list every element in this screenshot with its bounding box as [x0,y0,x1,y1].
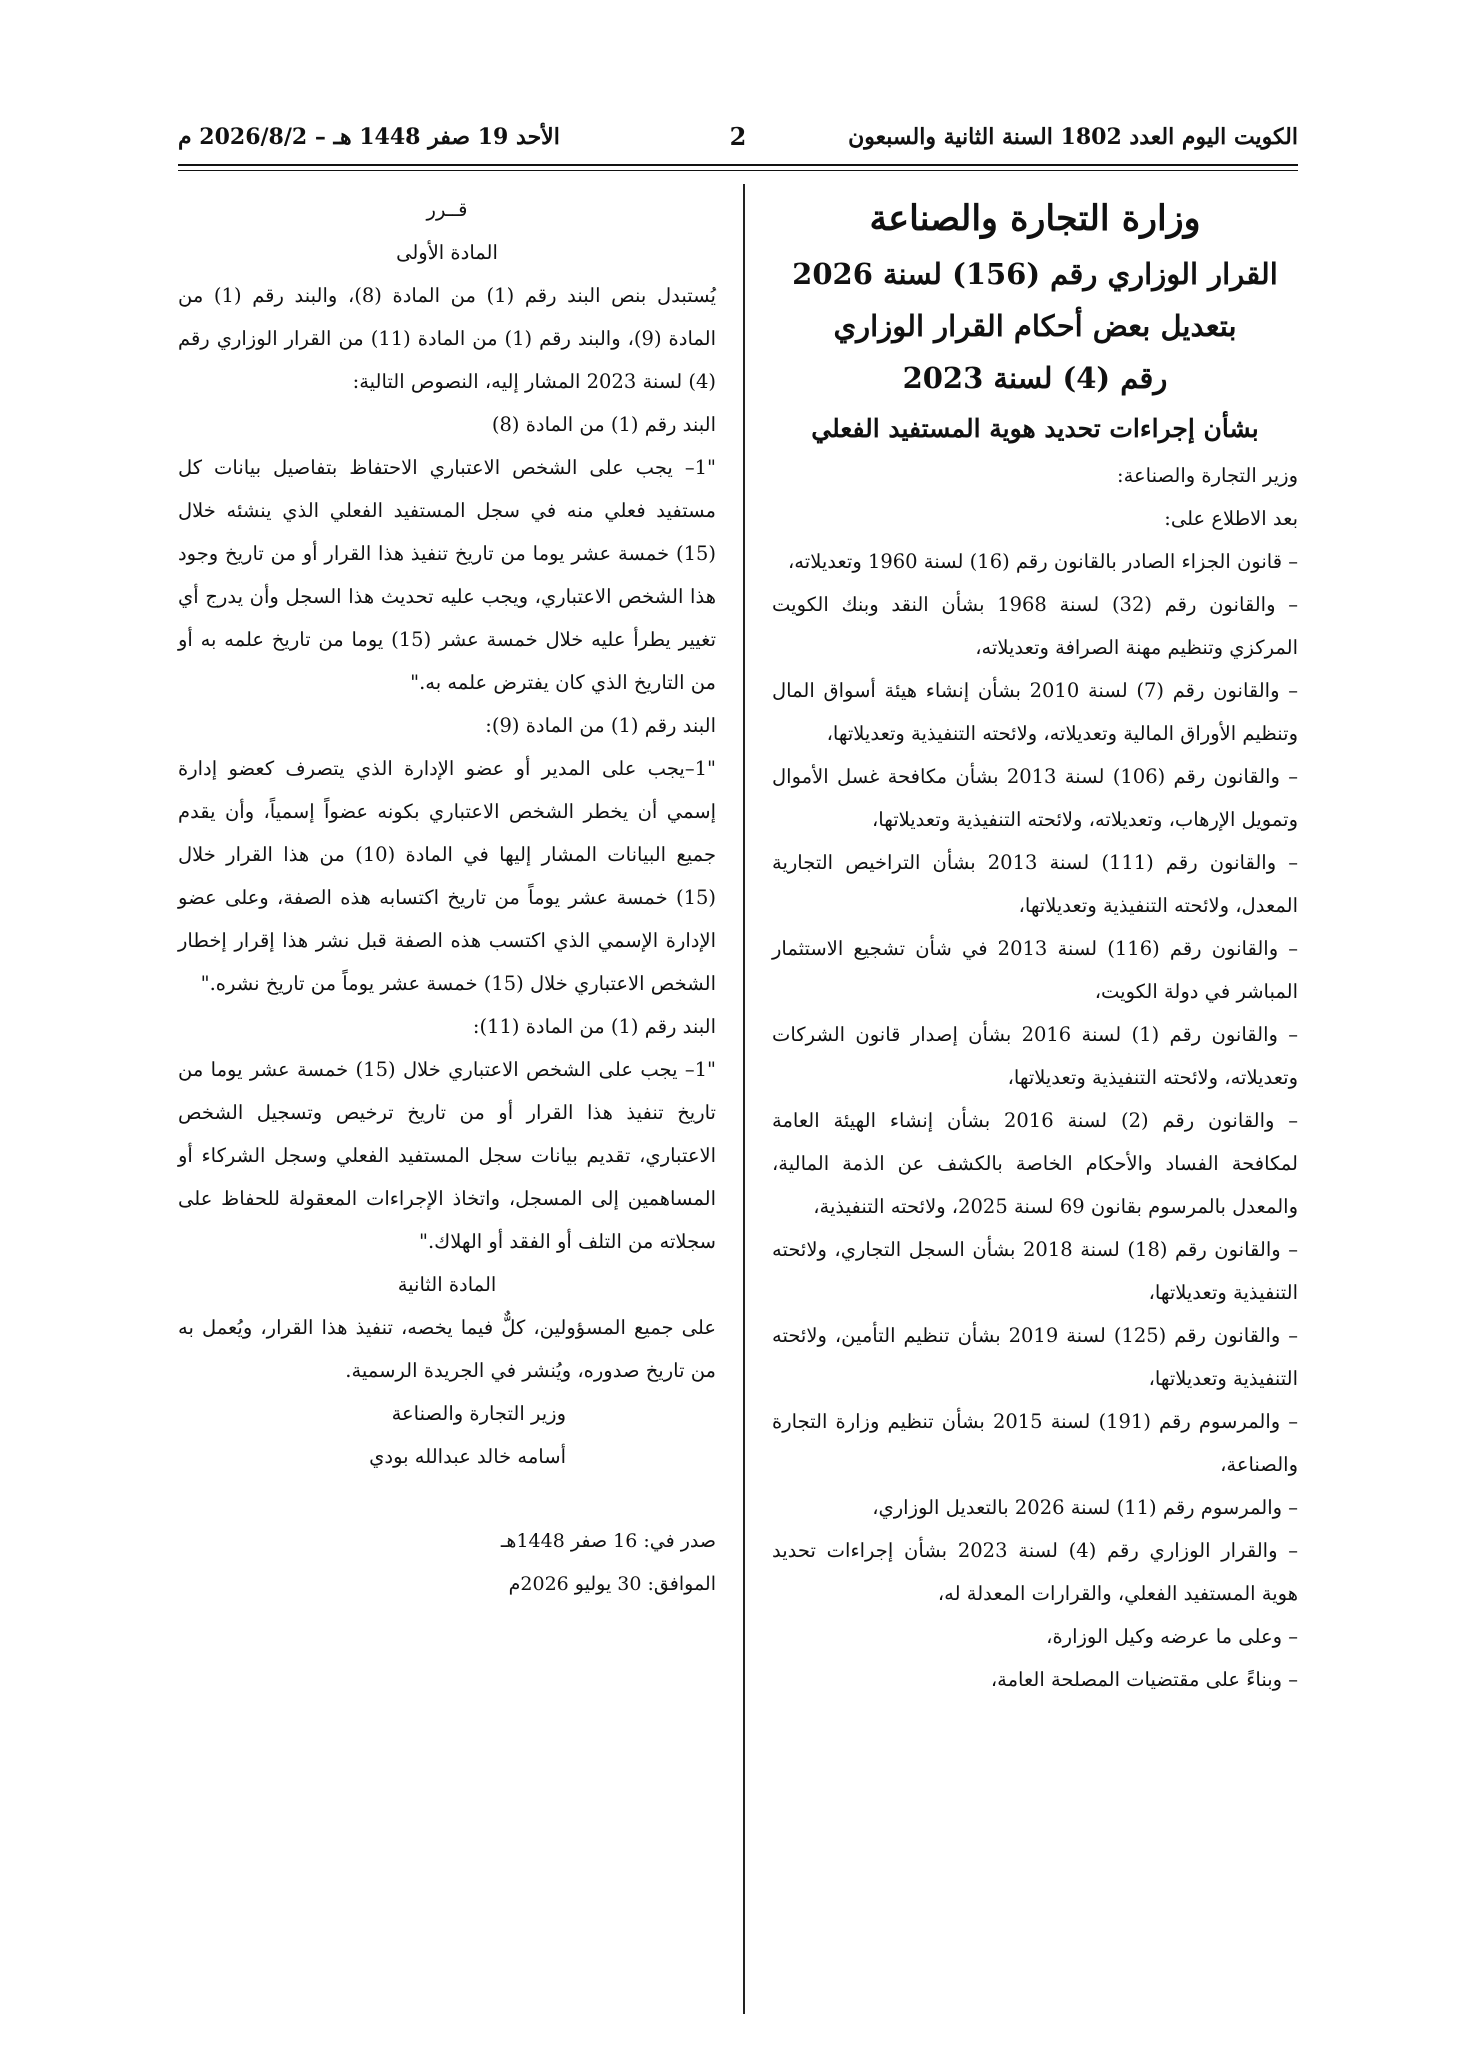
legal-reference-item: – والقانون رقم (7) لسنة 2010 بشأن إنشاء هيئة أسواق المال وتنظيم الأوراق المالية وتعديلاته، ولائحته التنفيذية وتعديلاتها، [772,679,1298,745]
legal-reference-item: – والقانون رقم (32) لسنة 1968 بشأن النقد وبنك الكويت المركزي وتنظيم مهنة الصرافة وتعديلاته، [772,593,1298,659]
legal-reference-item: – والقانون رقم (106) لسنة 2013 بشأن مكافحة غسل الأموال وتمويل الإرهاب، وتعديلاته، ولائحته التنفيذية وتعديلاتها، [772,765,1298,831]
page-number: 2 [729,122,747,151]
legal-reference-item: – والقرار الوزاري رقم (4) لسنة 2023 بشأن إجراءات تحديد هوية المستفيد الفعلي، والقرارات المعدلة له، [772,1539,1298,1605]
decided-heading: قــرر [426,198,468,221]
decree-title-line2: بتعديل بعض أحكام القرار الوزاري [833,309,1237,343]
decree-subject: بشأن إجراءات تحديد هوية المستفيد الفعلي [811,414,1259,443]
legal-reference-item: – والقانون رقم (116) لسنة 2013 في شأن تشجيع الاستثمار المباشر في دولة الكويت، [772,937,1298,1003]
header-rule-thin [178,170,1298,171]
legal-reference-item: – وبناءً على مقتضيات المصلحة العامة، [990,1668,1298,1691]
right-column [772,190,1298,1701]
signatory-name: أسامه خالد عبدالله بودي [369,1445,566,1468]
issue-date: الأحد 19 صفر 1448 هـ – 2026/8/2 م [178,124,560,150]
legal-reference-item: – والقانون رقم (125) لسنة 2019 بشأن تنظيم التأمين، ولائحته التنفيذية وتعديلاتها، [772,1324,1298,1390]
legal-reference-item: – والقانون رقم (18) لسنة 2018 بشأن السجل التجاري، ولائحته التنفيذية وتعديلاتها، [772,1238,1298,1304]
page-header [178,120,1298,164]
legal-reference-item: – والمرسوم رقم (11) لسنة 2026 بالتعديل الوزاري، [872,1496,1298,1519]
clause11-text: "1– يجب على الشخص الاعتباري خلال (15) خمسة عشر يوما من تاريخ تنفيذ هذا القرار أو من تاريخ ترخيص وتسجيل الشخص الاعتباري، تقديم بيانات سجل المستفيد الفعلي وسجل الشركاء أو المساهمين إلى المسجل، واتخاذ الإجراءات المعقولة للحفاظ على سجلاته من التلف أو الفقد أو الهلاك." [178,1058,716,1253]
after-review: بعد الاطلاع على: [1164,507,1298,530]
signatory-title: وزير التجارة والصناعة [391,1402,566,1425]
column-divider [743,184,745,2014]
left-column [178,188,716,1606]
article1-title: المادة الأولى [396,241,498,264]
issued-date: صدر في: 16 صفر 1448هـ [500,1530,716,1552]
header-rule [178,164,1298,166]
legal-reference-item: – والمرسوم رقم (191) لسنة 2015 بشأن تنظيم وزارة التجارة والصناعة، [772,1410,1299,1476]
corresponding-date: الموافق: 30 يوليو 2026م [508,1573,716,1595]
clause9-heading: البند رقم (1) من المادة (9): [485,714,716,737]
legal-reference-item: – والقانون رقم (111) لسنة 2013 بشأن التراخيص التجارية المعدل، ولائحته التنفيذية وتعديلاتها، [772,851,1299,917]
decree-title-line1: القرار الوزاري رقم (156) لسنة 2026 [792,257,1278,291]
clause9-text: "1–يجب على المدير أو عضو الإدارة الذي يتصرف كعضو إدارة إسمي أن يخطر الشخص الاعتباري بكونه عضواً إسمياً، وأن يقدم جميع البيانات المشار إليها في المادة (10) من هذا القرار خلال (15) خمسة عشر يوماً من تاريخ اكتسابه هذه الصفة، وعلى عضو الإدارة الإسمي الذي اكتسب هذه الصفة قبل نشر هذا إقرار إخطار الشخص الاعتباري خلال (15) خمسة عشر يوماً من تاريخ نشره." [178,757,716,995]
clause11-heading: البند رقم (1) من المادة (11): [472,1015,716,1038]
issue-info: الكويت اليوم العدد 1802 السنة الثانية والسبعون [848,124,1298,150]
minister-intro: وزير التجارة والصناعة: [1117,464,1298,487]
clause8-text: "1– يجب على الشخص الاعتباري الاحتفاظ بتفاصيل بيانات كل مستفيد فعلي منه في سجل المستفيد الفعلي الذي ينشئه خلال (15) خمسة عشر يوما من تاريخ تنفيذ هذا القرار أو من تاريخ وجود هذا الشخص الاعتباري، ويجب عليه تحديث هذا السجل وأن يدرج أي تغيير يطرأ عليه خلال خمسة عشر (15) يوما من تاريخ علمه به أو من التاريخ الذي كان يفترض علمه به." [178,456,716,694]
legal-reference-item: – وعلى ما عرضه وكيل الوزارة، [1046,1625,1298,1648]
ministry-name: وزارة التجارة والصناعة [869,198,1201,239]
article1-intro: يُستبدل بنص البند رقم (1) من المادة (8)، والبند رقم (1) من المادة (9)، والبند رقم (1) من المادة (11) من القرار الوزاري رقم (4) لسنة 2023 المشار إليه، النصوص التالية: [178,284,717,393]
article2-title: المادة الثانية [397,1273,497,1296]
legal-reference-item: – والقانون رقم (1) لسنة 2016 بشأن إصدار قانون الشركات وتعديلاته، ولائحته التنفيذية وتعديلاتها، [772,1023,1298,1089]
issue-dates [178,1520,716,1606]
clause8-heading: البند رقم (1) من المادة (8) [491,413,716,436]
legal-reference-item: – قانون الجزاء الصادر بالقانون رقم (16) لسنة 1960 وتعديلاته، [788,550,1298,573]
article2-text: على جميع المسؤولين، كلٌّ فيما يخصه، تنفيذ هذا القرار، ويُعمل به من تاريخ صدوره، ويُنشر في الجريدة الرسمية. [178,1316,716,1382]
legal-reference-item: – والقانون رقم (2) لسنة 2016 بشأن إنشاء الهيئة العامة لمكافحة الفساد والأحكام الخاصة بالكشف عن الذمة المالية، والمعدل بالمرسوم بقانون 69 لسنة 2025، ولائحته التنفيذية، [772,1109,1298,1218]
decree-title-line3: رقم (4) لسنة 2023 [902,361,1168,395]
